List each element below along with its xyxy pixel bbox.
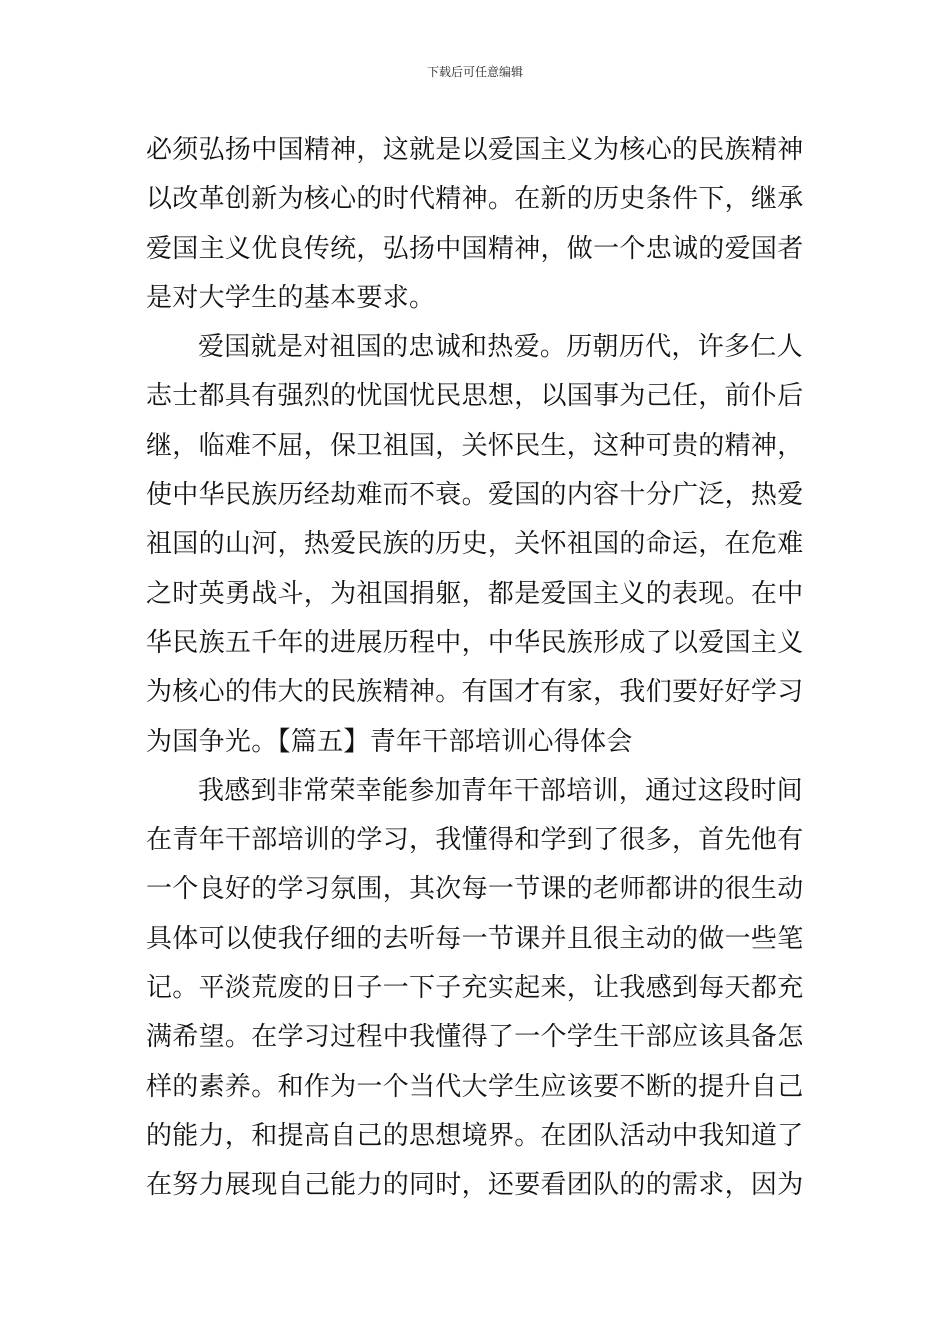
text-line: 我感到非常荣幸能参加青年干部培训，通过这段时间 (198, 775, 803, 806)
text-line: 样的素养。和作为一个当代大学生应该要不断的提升自己 (146, 1071, 804, 1102)
text-line: 一个良好的学习氛围，其次每一节课的老师都讲的很生动 (146, 874, 804, 905)
text-line: 爱国主义优良传统，弘扬中国精神，做一个忠诚的爱国者 (146, 233, 804, 264)
document-body (146, 126, 810, 1211)
page-header: 下载后可任意编辑 (426, 65, 523, 79)
text-line: 以改革创新为核心的时代精神。在新的历史条件下，继承 (146, 184, 804, 215)
text-line: 具体可以使我仔细的去听每一节课并且很主动的做一些笔 (146, 923, 804, 954)
text-line: 记。平淡荒废的日子一下子充实起来，让我感到每天都充 (146, 973, 804, 1004)
text-line: 祖国的山河，热爱民族的历史，关怀祖国的命运，在危难 (146, 529, 804, 560)
text-line: 爱国就是对祖国的忠诚和热爱。历朝历代，许多仁人 (198, 332, 803, 363)
text-line: 继，临难不屈，保卫祖国，关怀民生，这种可贵的精神， (146, 430, 804, 461)
text-line: 是对大学生的基本要求。 (146, 282, 436, 313)
text-line: 在青年干部培训的学习，我懂得和学到了很多，首先他有 (146, 825, 804, 856)
text-line: 必须弘扬中国精神，这就是以爱国主义为核心的民族精神 (146, 135, 804, 165)
text-line: 华民族五千年的进展历程中，中华民族形成了以爱国主义 (146, 627, 804, 658)
text-line: 志士都具有强烈的忧国忧民思想，以国事为己任，前仆后 (146, 381, 804, 412)
text-line: 满希望。在学习过程中我懂得了一个学生干部应该具备怎 (146, 1022, 804, 1053)
text-line: 之时英勇战斗，为祖国捐躯，都是爱国主义的表现。在中 (146, 578, 804, 609)
text-line: 使中华民族历经劫难而不衰。爱国的内容十分广泛，热爱 (146, 480, 804, 511)
text-line: 为核心的伟大的民族精神。有国才有家，我们要好好学习 (146, 677, 804, 708)
text-line: 的能力，和提高自己的思想境界。在团队活动中我知道了 (146, 1120, 804, 1151)
text-line: 在努力展现自己能力的同时，还要看团队的的需求，因为 (146, 1170, 804, 1201)
text-line: 为国争光。【篇五】青年干部培训心得体会 (146, 726, 633, 757)
